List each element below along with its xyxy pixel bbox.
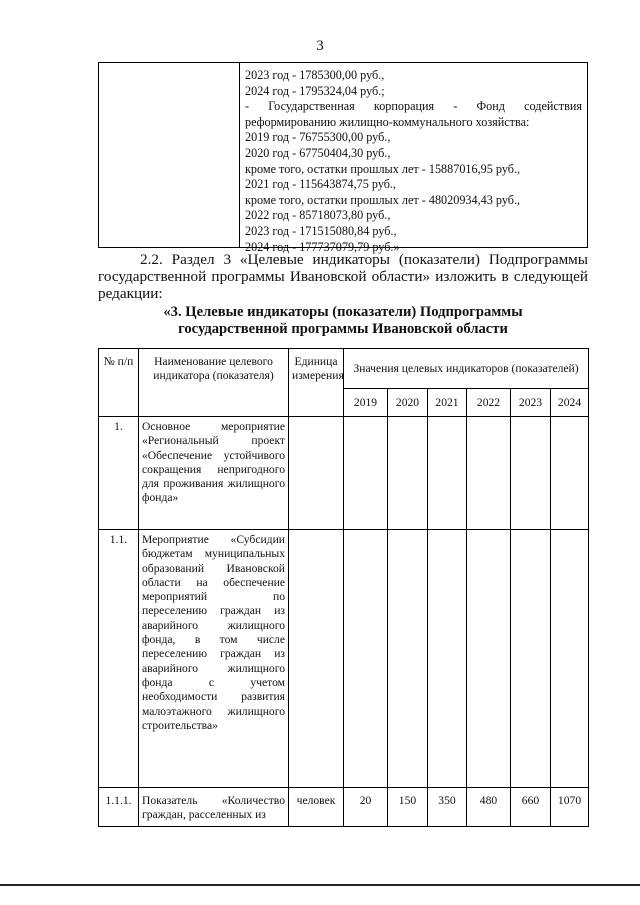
row-value: 150 (388, 788, 428, 827)
finance-line: 2023 год - 171515080,84 руб., (245, 223, 397, 238)
indicators-table (98, 348, 589, 827)
finance-line: 2020 год - 67750404,30 руб., (245, 145, 391, 160)
row-value: 350 (428, 788, 467, 827)
amendment-paragraph (98, 251, 588, 302)
finance-values-cell (240, 63, 587, 254)
table-row (99, 788, 589, 827)
finance-line: - Государственная корпорация - Фонд содействия (245, 99, 582, 114)
finance-line: 2023 год - 1785300,00 руб., (245, 68, 385, 82)
finance-label-cell (99, 63, 240, 247)
row-value: 660 (511, 788, 551, 827)
row-value: 480 (467, 788, 511, 827)
row-value (511, 417, 551, 530)
row-value (467, 417, 511, 530)
year-header: 2020 (388, 389, 428, 417)
row-value (388, 417, 428, 530)
finance-line: 2024 год - 177737079,79 руб.» (245, 239, 400, 254)
finance-line: 2024 год - 1795324,04 руб.; (245, 83, 385, 98)
finance-line: реформированию жилищно-коммунального хозяйства: (245, 114, 530, 129)
year-header: 2019 (344, 389, 388, 417)
row-number: 1.1. (99, 530, 139, 788)
row-value (388, 530, 428, 788)
finance-line: 2021 год - 115643874,75 руб., (245, 177, 397, 192)
row-value (511, 530, 551, 788)
row-unit: человек (289, 788, 344, 827)
column-header-name: Наименование целевого индикатора (показателя) (139, 349, 289, 417)
amendment-paragraph-text: 2.2. Раздел 3 «Целевые индикаторы (показатели) Подпрограммы государственной программы Ивановской области» изложить в следующей редакции: (98, 251, 588, 302)
page-bottom-edge (0, 884, 640, 886)
row-value (551, 530, 589, 788)
year-header: 2023 (511, 389, 551, 417)
column-header-unit: Единица измерения (289, 349, 344, 417)
row-number: 1. (99, 417, 139, 530)
finance-line: 2019 год - 76755300,00 руб., (245, 130, 391, 145)
row-unit (289, 417, 344, 530)
row-value: 1070 (551, 788, 589, 827)
heading-line: государственной программы Ивановской области (178, 321, 508, 337)
finance-continuation-table (98, 62, 588, 254)
row-name: Мероприятие «Субсидии бюджетам муниципальных образований Ивановской области на обеспечение мероприятий по переселению граждан из аварийного жилищного фонда, в том числе переселению граждан из аварийного жилищного фонда с учетом необходимости развития малоэтажного жилищного строительства» (139, 530, 289, 788)
row-value (344, 417, 388, 530)
finance-line: 2022 год - 85718073,80 руб., (245, 208, 391, 223)
row-value: 20 (344, 788, 388, 827)
row-unit (289, 530, 344, 788)
column-header-values: Значения целевых индикаторов (показателей) (344, 349, 589, 389)
row-value (551, 417, 589, 530)
row-value (428, 530, 467, 788)
year-header: 2021 (428, 389, 467, 417)
finance-line: кроме того, остатки прошлых лет - 15887016,95 руб., (245, 161, 521, 176)
heading-line: «3. Целевые индикаторы (показатели) Подпрограммы (163, 304, 523, 320)
page-number: 3 (316, 38, 324, 54)
table-row (99, 530, 589, 788)
column-header-number: № п/п (99, 349, 139, 417)
row-number: 1.1.1. (99, 788, 139, 827)
row-value (428, 417, 467, 530)
row-name: Показатель «Количество граждан, расселенных из (139, 788, 289, 827)
row-value (344, 530, 388, 788)
table-row (99, 417, 589, 530)
year-header: 2022 (467, 389, 511, 417)
row-value (467, 530, 511, 788)
row-name: Основное мероприятие «Региональный проект «Обеспечение устойчивого сокращения непригодного для проживания жилищного фонда» (139, 417, 289, 530)
section-heading (98, 304, 588, 338)
year-header: 2024 (551, 389, 589, 417)
finance-line: кроме того, остатки прошлых лет - 48020934,43 руб., (245, 192, 521, 207)
